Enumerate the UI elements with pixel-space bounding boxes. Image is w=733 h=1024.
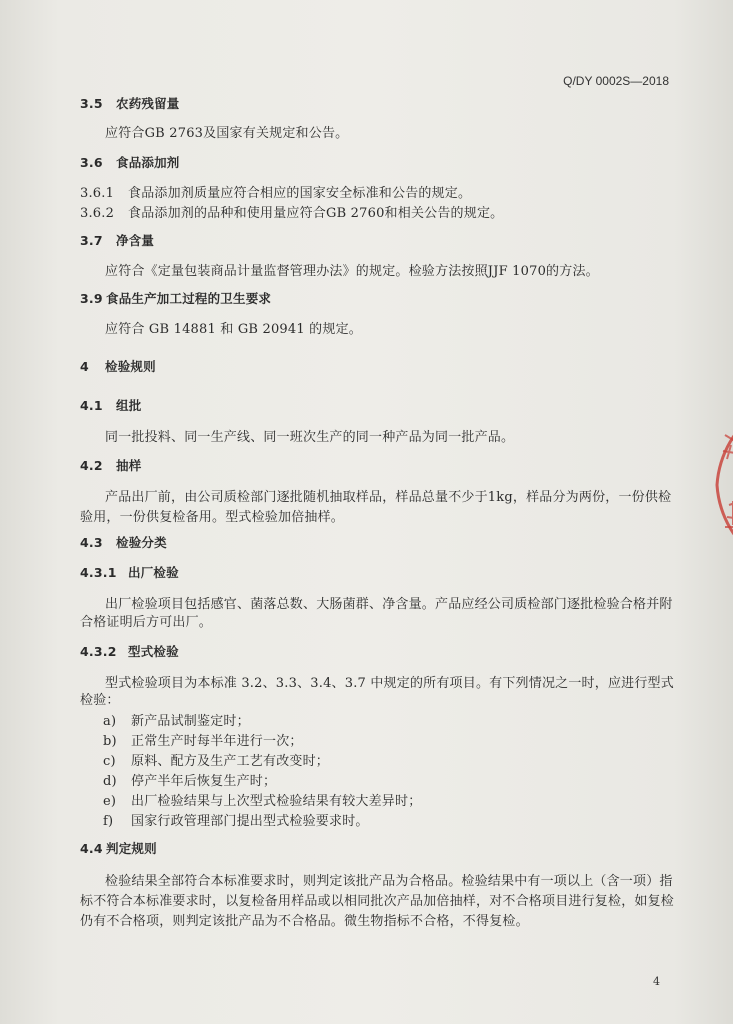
- para-4-4-line1: 检验结果全部符合本标准要求时，则判定该批产品为合格品。检验结果中有一项以上（含一项）指: [105, 874, 673, 889]
- heading-4-1: 4.1 组批: [80, 398, 142, 413]
- para-3-5: 应符合GB 2763及国家有关规定和公告。: [105, 126, 349, 141]
- para-4-3-1-line1: 出厂检验项目包括感官、菌落总数、大肠菌群、净含量。产品应经公司质检部门逐批检验合格并附: [105, 597, 673, 612]
- heading-4: 4 检验规则: [80, 359, 156, 374]
- heading-3-6: 3.6 食品添加剂: [80, 155, 180, 170]
- list-item-a: a) 新产品试制鉴定时；: [103, 714, 250, 729]
- list-item-e: e) 出厂检验结果与上次型式检验结果有较大差异时；: [103, 794, 422, 809]
- para-4-3-2-line1: 型式检验项目为本标准 3.2、3.3、3.4、3.7 中规定的所有项目。有下列情况之一时，应进行型式: [105, 676, 674, 691]
- para-4-2-line2: 验用，一份供复检备用。型式检验加倍抽样。: [80, 510, 345, 525]
- para-3-9: 应符合 GB 14881 和 GB 20941 的规定。: [105, 322, 362, 337]
- page-number: 4: [653, 975, 660, 988]
- heading-4-3-2: 4.3.2 型式检验: [80, 644, 179, 659]
- para-4-4-line2: 标不符合本标准要求时，以复检备用样品或以相同批次产品加倍抽样，对不合格项目进行复检，如复检: [80, 894, 675, 909]
- para-3-7: 应符合《定量包装商品计量监督管理办法》的规定。检验方法按照JJF 1070的方法。: [105, 264, 599, 279]
- red-seal-stamp: [705, 405, 733, 565]
- heading-4-2: 4.2 抽样: [80, 458, 142, 473]
- para-4-4-line3: 仍有不合格项，则判定该批产品为不合格品。微生物指标不合格，不得复检。: [80, 914, 529, 929]
- para-4-3-1-line2: 合格证明后方可出厂。: [80, 615, 213, 630]
- clause-3-6-2: 3.6.2 食品添加剂的品种和使用量应符合GB 2760和相关公告的规定。: [80, 206, 504, 221]
- heading-4-4: 4.4 判定规则: [80, 841, 157, 856]
- para-4-1: 同一批投料、同一生产线、同一班次生产的同一种产品为同一批产品。: [105, 430, 515, 445]
- clause-3-6-1: 3.6.1 食品添加剂质量应符合相应的国家安全标准和公告的规定。: [80, 186, 472, 201]
- list-item-d: d) 停产半年后恢复生产时；: [103, 774, 277, 789]
- list-item-b: b) 正常生产时每半年进行一次；: [103, 734, 303, 749]
- standard-code: Q/DY 0002S—2018: [563, 74, 669, 88]
- para-4-2-line1: 产品出厂前，由公司质检部门逐批随机抽取样品，样品总量不少于1kg，样品分为两份，一份供检: [105, 490, 672, 505]
- para-4-3-2-line2: 检验：: [80, 693, 120, 708]
- heading-4-3-1: 4.3.1 出厂检验: [80, 565, 179, 580]
- heading-4-3: 4.3 检验分类: [80, 535, 167, 550]
- heading-3-5: 3.5 农药残留量: [80, 96, 180, 111]
- heading-3-7: 3.7 净含量: [80, 233, 155, 248]
- list-item-c: c) 原料、配方及生产工艺有改变时；: [103, 754, 330, 769]
- heading-3-9: 3.9 食品生产加工过程的卫生要求: [80, 291, 272, 306]
- list-item-f: f) 国家行政管理部门提出型式检验要求时。: [103, 814, 369, 829]
